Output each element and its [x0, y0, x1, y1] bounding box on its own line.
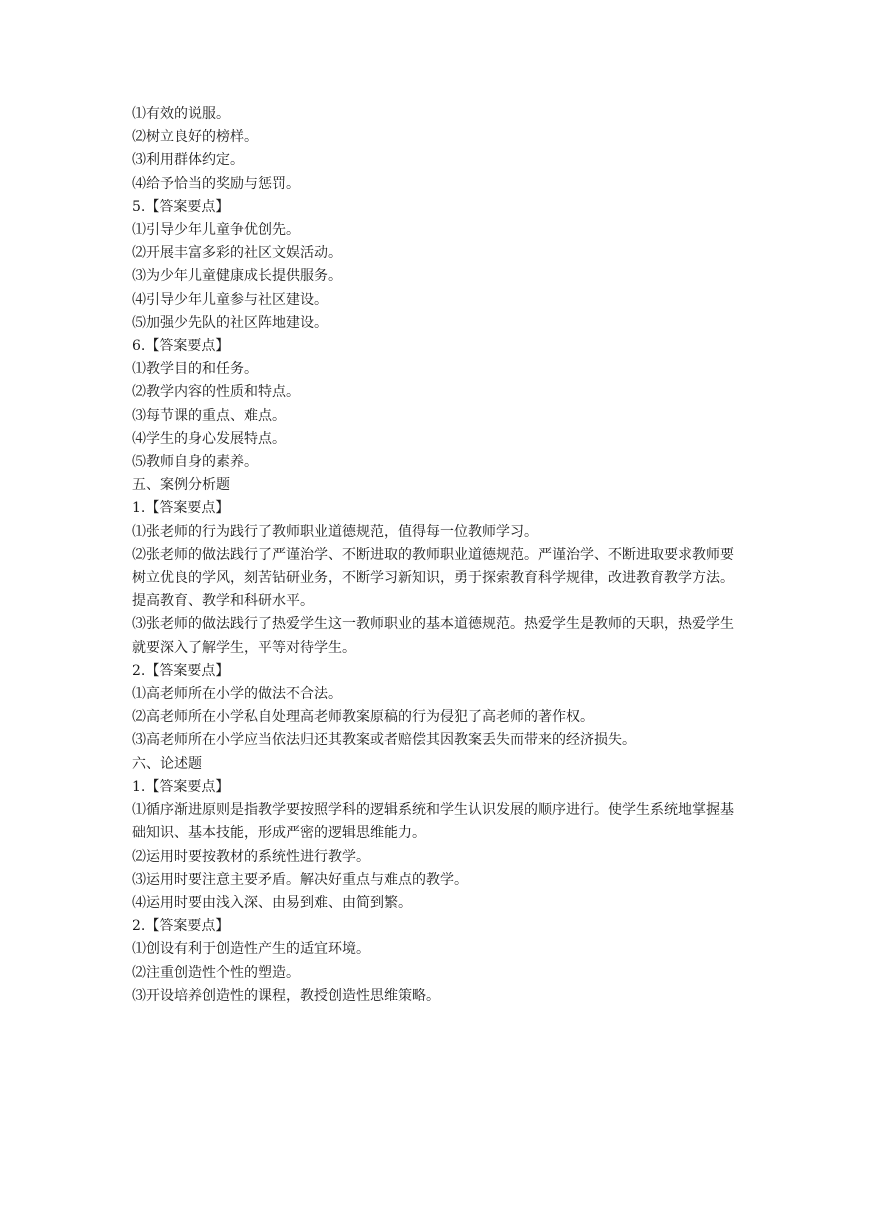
section-heading: 五、案例分析题: [132, 477, 230, 494]
text-line: ⑵高老师所在小学私自处理高老师教案原稿的行为侵犯了高老师的著作权。: [132, 709, 594, 726]
answer-heading: 2.【答案要点】: [132, 662, 230, 679]
text-line: ⑸加强少先队的社区阵地建设。: [132, 314, 328, 331]
text-line: ⑵开展丰富多彩的社区文娱活动。: [132, 245, 342, 262]
answer-heading: 1.【答案要点】: [132, 778, 230, 795]
text-line: ⑶运用时要注意主要矛盾。解决好重点与难点的教学。: [132, 871, 468, 888]
text-line: ⑸教师自身的素养。: [132, 454, 258, 471]
text-line: ⑷学生的身心发展特点。: [132, 430, 286, 447]
text-line: ⑴创设有利于创造性产生的适宜环境。: [132, 941, 370, 958]
text-line: ⑴教学目的和任务。: [132, 361, 258, 378]
answer-heading: 1.【答案要点】: [132, 500, 230, 517]
text-line: ⑶开设培养创造性的课程，教授创造性思维策略。: [132, 987, 440, 1004]
section-heading: 六、论述题: [132, 755, 202, 772]
text-line: ⑶高老师所在小学应当依法归还其教案或者赔偿其因教案丢失而带来的经济损失。: [132, 732, 636, 749]
paragraph: ⑶张老师的做法践行了热爱学生这一教师职业的基本道德规范。热爱学生是教师的天职，热爱学生就要深入了解学生，平等对待学生。: [132, 616, 734, 656]
text-line: ⑵教学内容的性质和特点。: [132, 384, 300, 401]
document-page: [132, 103, 742, 1008]
text-line: ⑴引导少年儿童争优创先。: [132, 222, 300, 239]
text-line: ⑵运用时要按教材的系统性进行教学。: [132, 848, 370, 865]
answer-heading: 2.【答案要点】: [132, 918, 230, 935]
paragraph: ⑵张老师的做法践行了严谨治学、不断进取的教师职业道德规范。严谨治学、不断进取要求教师要树立优良的学风，刻苦钻研业务，不断学习新知识，勇于探索教育科学规律，改进教育教学方法。提高教育、教学和科研水平。: [132, 546, 734, 610]
text-line: ⑴张老师的行为践行了教师职业道德规范，值得每一位教师学习。: [132, 523, 538, 540]
text-line: ⑶每节课的重点、难点。: [132, 407, 286, 424]
text-line: ⑷给予恰当的奖励与惩罚。: [132, 175, 300, 192]
paragraph: ⑴循序渐进原则是指教学要按照学科的逻辑系统和学生认识发展的顺序进行。使学生系统地掌握基础知识、基本技能，形成严密的逻辑思维能力。: [132, 802, 734, 842]
text-line: ⑶为少年儿童健康成长提供服务。: [132, 268, 342, 285]
text-line: ⑵注重创造性个性的塑造。: [132, 964, 300, 981]
answer-heading: 5.【答案要点】: [132, 198, 230, 215]
answer-heading: 6.【答案要点】: [132, 338, 230, 355]
text-line: ⑴有效的说服。: [132, 106, 230, 122]
text-line: ⑴高老师所在小学的做法不合法。: [132, 686, 342, 703]
text-line: ⑷运用时要由浅入深、由易到难、由简到繁。: [132, 894, 412, 911]
text-line: ⑶利用群体约定。: [132, 152, 244, 169]
text-line: ⑵树立良好的榜样。: [132, 129, 258, 146]
text-line: ⑷引导少年儿童参与社区建设。: [132, 291, 328, 308]
